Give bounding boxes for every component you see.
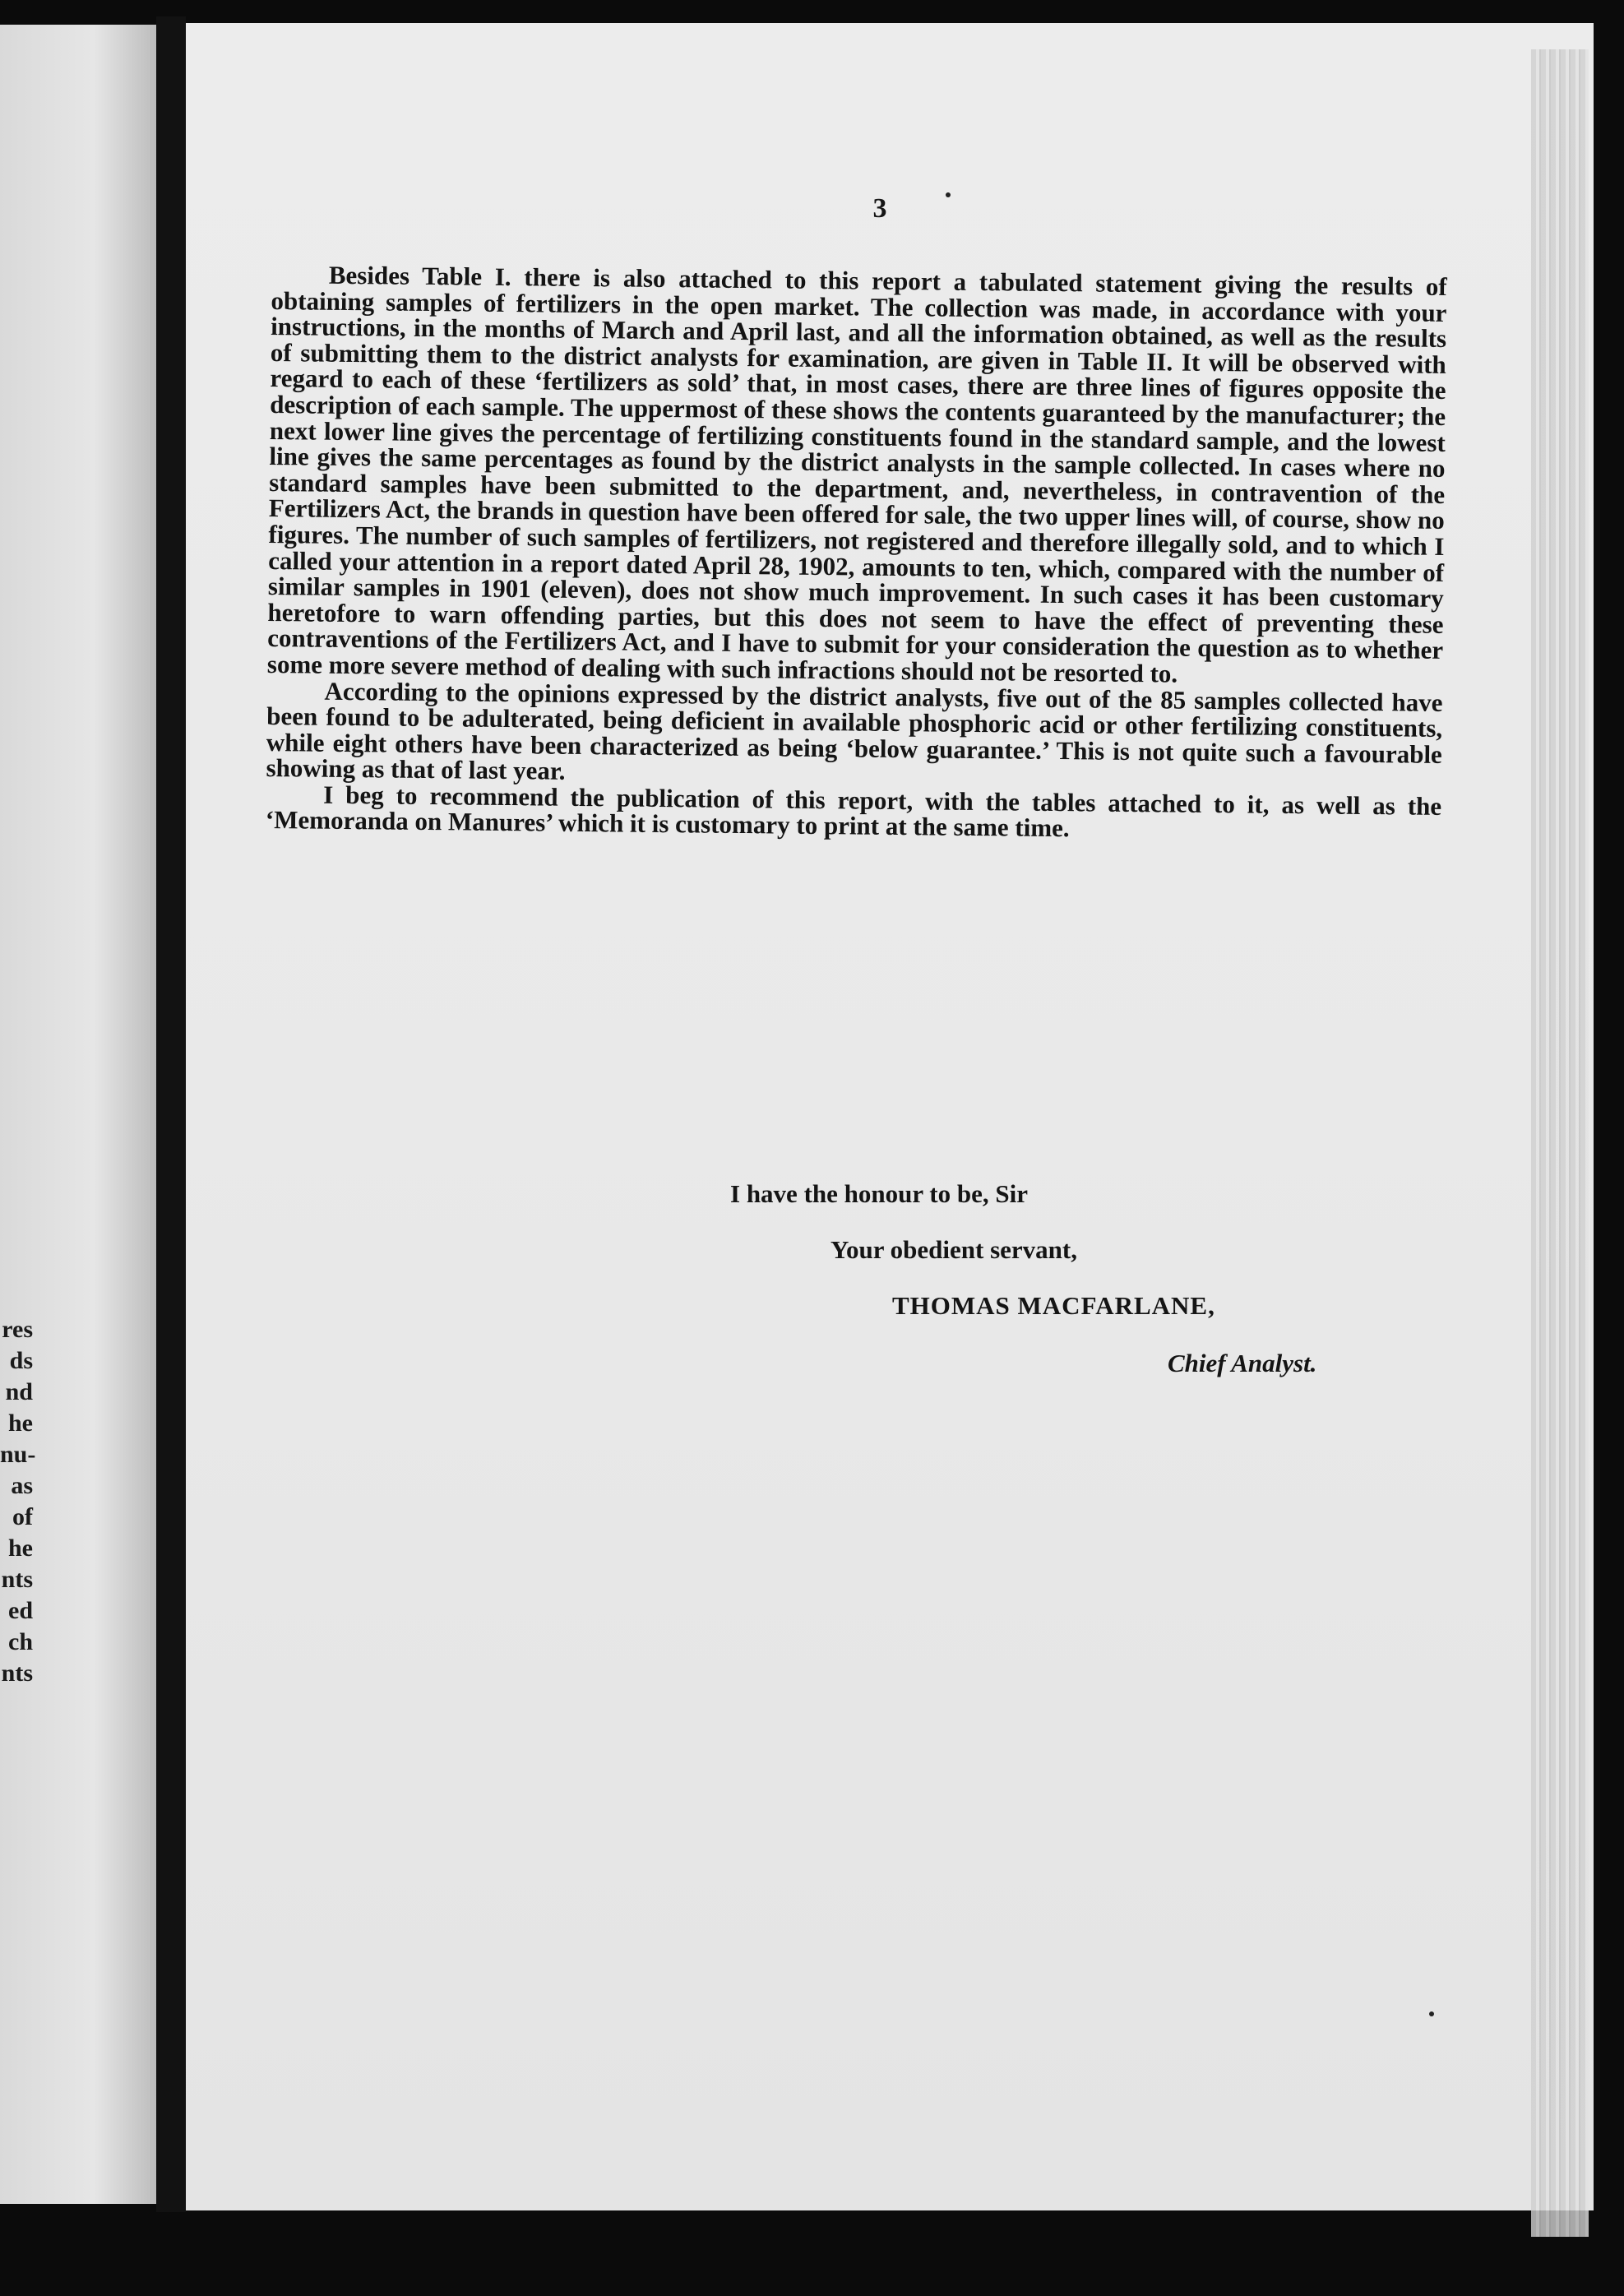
left-fragment: res bbox=[2, 1316, 33, 1343]
signatory-title: Chief Analyst. bbox=[1168, 1349, 1317, 1377]
left-fragment: of bbox=[12, 1503, 33, 1530]
left-page-text-fragments bbox=[0, 1314, 36, 1689]
ink-speck bbox=[946, 192, 951, 197]
left-fragment: ch bbox=[8, 1628, 33, 1655]
left-fragment: ed bbox=[8, 1597, 33, 1624]
page-number: 3 bbox=[872, 193, 887, 224]
left-page bbox=[0, 25, 156, 2204]
left-fragment: nts bbox=[1, 1660, 33, 1687]
left-fragment: ds bbox=[9, 1347, 33, 1374]
report-body bbox=[266, 262, 1447, 845]
left-fragment: he bbox=[8, 1535, 33, 1562]
left-fragment: he bbox=[8, 1410, 33, 1437]
paragraph-adulteration: According to the opinions expressed by the district analysts, five out of the 85 samples collected have been found to be adulterated, being deficient in available phosphoric acid or other fertilizing constituents, while eight others have been characterized as being ‘below guarantee.’ This is not quite such a favourable showing as that of last year. bbox=[266, 676, 1443, 786]
paragraph-tables: Besides Table I. there is also attached to this report a tabulated statement giving the results of obtaining samples of fertilizers in the open market. The collection was made, in accordance with your instructions, in the months of March and April last, and all the information obtained, as well as the results of submitting them to the district analysts for examination, are given in Table II. It will be observed with regard to each of these ‘fertilizers as sold’ that, in most cases, there are three lines of figures opposite the description of each sample. The uppermost of these shows the contents guaranteed by the manufacturer; the next lower line gives the percentage of fertilizing constituents found in the standard sample, and the lowest line gives the same percentages as found by the district analysts in the sample collected. In cases where no standard samples have been submitted to the department, and, nevertheless, in contravention of the Fertilizers Act, the brands in question have been offered for sale, the two upper lines will, of course, show no figures. The number of such samples of fertilizers, not registered and therefore illegally sold, and to which I called your attention in a report dated April 28, 1902, amounts to ten, which, compared with the number of similar samples in 1901 (eleven), does not show much improvement. In such cases it has been customary heretofore to warn offending parties, but this does not seem to have the effect of preventing these contraventions of the Fertilizers Act, and I have to submit for your consideration the question as to whether some more severe method of dealing with such infractions should not be resorted to. bbox=[266, 260, 1447, 688]
paragraph-recommendation: I beg to recommend the publication of this report, with the tables attached to it, as well as the ‘Memoranda on Manures’ which it is customary to print at the same time. bbox=[265, 780, 1442, 843]
closing-servant: Your obedient servant, bbox=[831, 1235, 1077, 1264]
left-fragment: nd bbox=[5, 1378, 33, 1405]
closing-salutation: I have the honour to be, Sir bbox=[730, 1179, 1028, 1208]
left-fragment: nts bbox=[1, 1566, 33, 1593]
book-gutter bbox=[156, 16, 186, 2212]
page-edge-stack bbox=[1531, 49, 1589, 2237]
left-fragment: nu- bbox=[0, 1441, 36, 1468]
signatory-name: THOMAS MACFARLANE, bbox=[892, 1291, 1215, 1320]
ink-speck bbox=[1429, 2011, 1434, 2016]
left-fragment: as bbox=[11, 1472, 33, 1499]
